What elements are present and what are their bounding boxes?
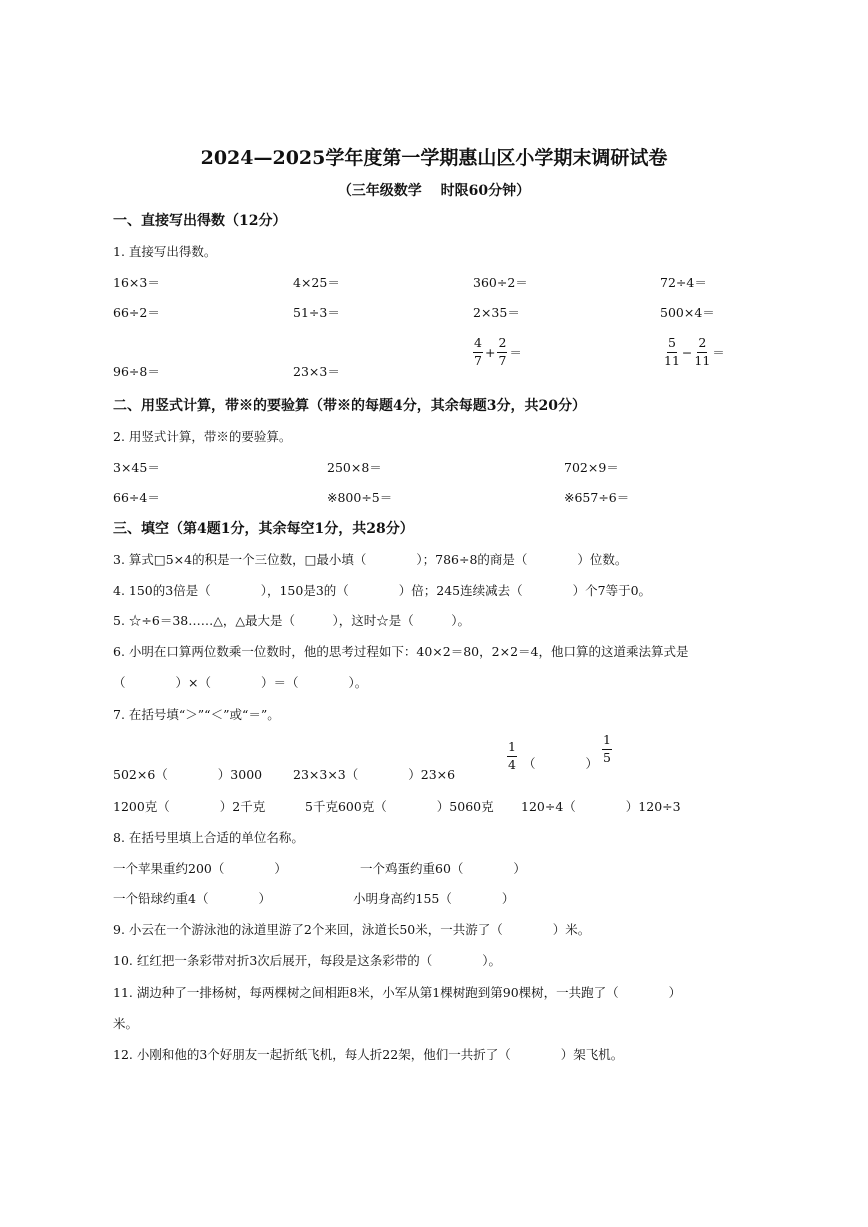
compare-item: 5千克600克（ ）5060克 <box>305 799 494 814</box>
fraction-expression-2: $\frac{5}{11}$ − $\frac{2}{11}$ ＝ <box>664 335 725 368</box>
question-3: 3. 算式□5×4的积是一个三位数，□最小填（ ）；786÷8的商是（ ）位数。 <box>113 552 628 567</box>
calc-item: 3×45＝ <box>113 460 160 475</box>
question-1: 1. 直接写出得数。 <box>113 244 217 259</box>
fraction-compare: $\frac{1}{4}$ （ ） $\frac{1}{5}$ <box>508 732 611 772</box>
calc-item: 66÷2＝ <box>113 305 160 320</box>
calc-item: 250×8＝ <box>327 460 382 475</box>
calc-item: 4×25＝ <box>293 275 340 290</box>
fraction-expression-1: $\frac{4}{7}$ + $\frac{2}{7}$ ＝ <box>474 335 522 368</box>
calc-item: ※657÷6＝ <box>564 490 630 505</box>
question-10: 10. 红红把一条彩带对折3次后展开，每段是这条彩带的（ ）。 <box>113 953 502 968</box>
page-title: 2024—2025学年度第一学期惠山区小学期末调研试卷 <box>200 147 668 169</box>
fraction: $\frac{1}{5}$ <box>602 732 611 765</box>
calc-item: 2×35＝ <box>473 305 520 320</box>
unit-item: 一个铅球约重4（ ） <box>113 891 271 906</box>
calc-item: 702×9＝ <box>564 460 619 475</box>
calc-item: ※800÷5＝ <box>327 490 393 505</box>
question-6-blanks: （ ）×（ ）＝（ ）。 <box>113 675 368 690</box>
calc-item: 500×4＝ <box>660 305 715 320</box>
question-11: 11. 湖边种了一排杨树，每两棵树之间相距8米，小军从第1棵树跑到第90棵树，一共跑了（ ） <box>113 985 682 1000</box>
unit-item: 小明身高约155（ ） <box>353 891 515 906</box>
exam-subtitle: （三年级数学 时限60分钟） <box>337 183 531 199</box>
calc-item: 23×3＝ <box>293 364 340 379</box>
fraction: $\frac{2}{11}$ <box>694 335 711 368</box>
fraction: $\frac{2}{7}$ <box>498 335 507 368</box>
fraction: $\frac{4}{7}$ <box>474 335 482 368</box>
question-9: 9. 小云在一个游泳池的泳道里游了2个来回，泳道长50米，一共游了（ ）米。 <box>113 922 591 937</box>
unit-item: 一个鸡蛋约重60（ ） <box>360 861 526 876</box>
compare-item: 1200克（ ）2千克 <box>113 799 266 814</box>
calc-item: 360÷2＝ <box>473 275 528 290</box>
question-5: 5. ☆÷6＝38……△，△最大是（ ），这时☆是（ ）。 <box>113 613 470 628</box>
question-7: 7. 在括号填“＞”“＜”或“＝”。 <box>113 707 280 722</box>
question-8: 8. 在括号里填上合适的单位名称。 <box>113 830 304 845</box>
calc-item: 51÷3＝ <box>293 305 340 320</box>
unit-item: 一个苹果重约200（ ） <box>113 861 287 876</box>
section-2-heading: 二、用竖式计算，带※的要验算（带※的每题4分，其余每题3分，共20分） <box>113 398 586 414</box>
calc-item: 66÷4＝ <box>113 490 160 505</box>
calc-item: 96÷8＝ <box>113 364 160 379</box>
compare-item: 120÷4（ ）120÷3 <box>521 799 681 814</box>
question-4: 4. 150的3倍是（ ），150是3的（ ）倍；245连续减去（ ）个7等于0。 <box>113 583 652 598</box>
section-1-heading: 一、直接写出得数（12分） <box>113 213 287 229</box>
question-12: 12. 小刚和他的3个好朋友一起折纸飞机，每人折22架，他们一共折了（ ）架飞机。 <box>113 1047 624 1062</box>
fraction: $\frac{5}{11}$ <box>664 335 680 368</box>
compare-item: 502×6（ ）3000 <box>113 767 263 782</box>
compare-item: 23×3×3（ ）23×6 <box>293 767 456 782</box>
section-3-heading: 三、填空（第4题1分，其余每空1分，共28分） <box>113 521 414 537</box>
question-11-unit: 米。 <box>113 1016 139 1031</box>
question-6: 6. 小明在口算两位数乘一位数时，他的思考过程如下：40×2＝80，2×2＝4，他口算的这道乘法算式是 <box>113 644 689 659</box>
question-2: 2. 用竖式计算，带※的要验算。 <box>113 429 292 444</box>
calc-item: 72÷4＝ <box>660 275 707 290</box>
calc-item: 16×3＝ <box>113 275 160 290</box>
fraction: $\frac{1}{4}$ <box>508 739 516 772</box>
